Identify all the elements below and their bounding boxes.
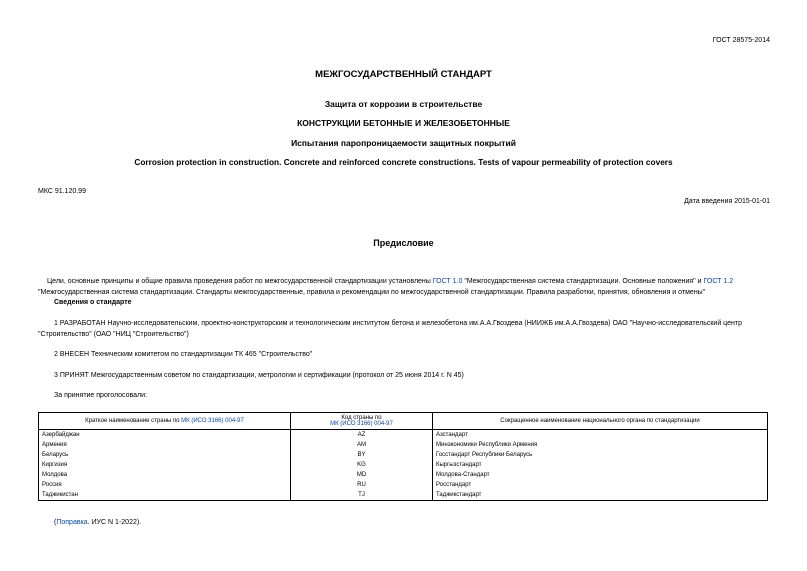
table-row: [39, 460, 768, 470]
intro-date: Дата введения 2015-01-01: [684, 198, 770, 205]
amendment-note: [54, 519, 141, 526]
column-header-code: Код страны по МК (ИСО 3166) 004-97: [291, 413, 433, 430]
table-row: [39, 470, 768, 480]
table-header-row: [39, 413, 768, 430]
foreword-heading: Предисловие: [373, 238, 434, 248]
table-row: [39, 490, 768, 501]
code-cell: AZ: [291, 430, 433, 441]
body-cell: Госстандарт Республики Беларусь: [433, 450, 768, 460]
body-cell: Росстандарт: [433, 480, 768, 490]
country-cell: Киргизия: [39, 460, 291, 470]
body-cell: Таджикстандарт: [433, 490, 768, 501]
mks-code: МКС 91.120.99: [38, 188, 86, 195]
p1-text-mid: "Межгосударственная система стандартизации. Основные положения" и: [462, 278, 704, 285]
code-cell: KG: [291, 460, 433, 470]
gost-1-0-link[interactable]: ГОСТ 1.0: [432, 278, 463, 285]
foreword-paragraph-1: [47, 278, 733, 285]
document-topic: Защита от коррозии в строительстве: [324, 99, 483, 109]
body-cell: Кыргызстандарт: [433, 460, 768, 470]
document-category: МЕЖГОСУДАРСТВЕННЫЙ СТАНДАРТ: [315, 69, 492, 80]
table-row: [39, 480, 768, 490]
gost-1-2-link[interactable]: ГОСТ 1.2: [703, 278, 734, 285]
submitted-paragraph: 2 ВНЕСЕН Техническим комитетом по стандартизации ТК 465 "Строительство": [54, 351, 313, 358]
code-cell: BY: [291, 450, 433, 460]
country-cell: Азербайджан: [39, 430, 291, 441]
country-cell: Россия: [39, 480, 291, 490]
country-cell: Таджикистан: [39, 490, 291, 501]
table-row: [39, 440, 768, 450]
voted-paragraph: За принятие проголосовали:: [54, 392, 147, 399]
column-header-country: Краткое наименование страны по МК (ИСО 3166) 004-97: [39, 413, 291, 430]
column-header-body: Сокращенное наименование национального органа по стандартизации: [433, 413, 768, 430]
countries-table: [38, 412, 768, 501]
amendment-open-paren: (: [54, 519, 57, 526]
adopted-paragraph: 3 ПРИНЯТ Межгосударственным советом по стандартизации, метрологии и сертификации (протокол от 25 июня 2014 г. N 45): [54, 372, 464, 379]
country-cell: Молдова: [39, 470, 291, 480]
code-cell: RU: [291, 480, 433, 490]
body-cell: Минэкономики Республики Армения: [433, 440, 768, 450]
table-row: [39, 430, 768, 441]
standard-info-heading: Сведения о стандарте: [54, 299, 132, 306]
mk-iso-link[interactable]: МК (ИСО 3166) 004-97: [330, 421, 393, 427]
document-subject: КОНСТРУКЦИИ БЕТОННЫЕ И ЖЕЛЕЗОБЕТОННЫЕ: [297, 118, 510, 128]
amendment-link[interactable]: Поправка: [56, 519, 88, 526]
country-cell: Армения: [39, 440, 291, 450]
p1-text-start: Цели, основные принципы и общие правила проведения работ по межгосударственной стандартизации установлены: [47, 278, 433, 285]
code-cell: AM: [291, 440, 433, 450]
body-cell: Молдова-Стандарт: [433, 470, 768, 480]
mk-iso-link[interactable]: МК (ИСО 3166) 004-97: [181, 418, 244, 424]
developer-paragraph: 1 РАЗРАБОТАН Научно-исследовательским, проектно-конструкторским и технологическим институтом бетона и железобетона им.А.А.Гвоздева (НИИЖБ им.А.А.Гвоздева) ОАО "Научно-исследовательский центр: [54, 320, 742, 327]
standard-code: ГОСТ 28575-2014: [712, 37, 770, 44]
developer-paragraph-line-2: "Строительство" (ОАО "НИЦ "Строительство"): [38, 331, 189, 338]
table-row: [39, 450, 768, 460]
document-title-english: Corrosion protection in construction. Concrete and reinforced concrete constructions. Tests of vapour permeability of protection covers: [134, 157, 673, 167]
code-cell: MD: [291, 470, 433, 480]
country-cell: Беларусь: [39, 450, 291, 460]
code-cell: TJ: [291, 490, 433, 501]
amendment-text: . ИУС N 1-2022).: [87, 519, 142, 526]
body-cell: Азстандарт: [433, 430, 768, 441]
document-title: Испытания паропроницаемости защитных покрытий: [291, 138, 516, 148]
foreword-paragraph-1-line-2: "Межгосударственная система стандартизации. Стандарты межгосударственные, правила и рекомендации по межгосударственной стандартизации. Правила разработки, принятия, обновления и отмены": [38, 289, 706, 296]
